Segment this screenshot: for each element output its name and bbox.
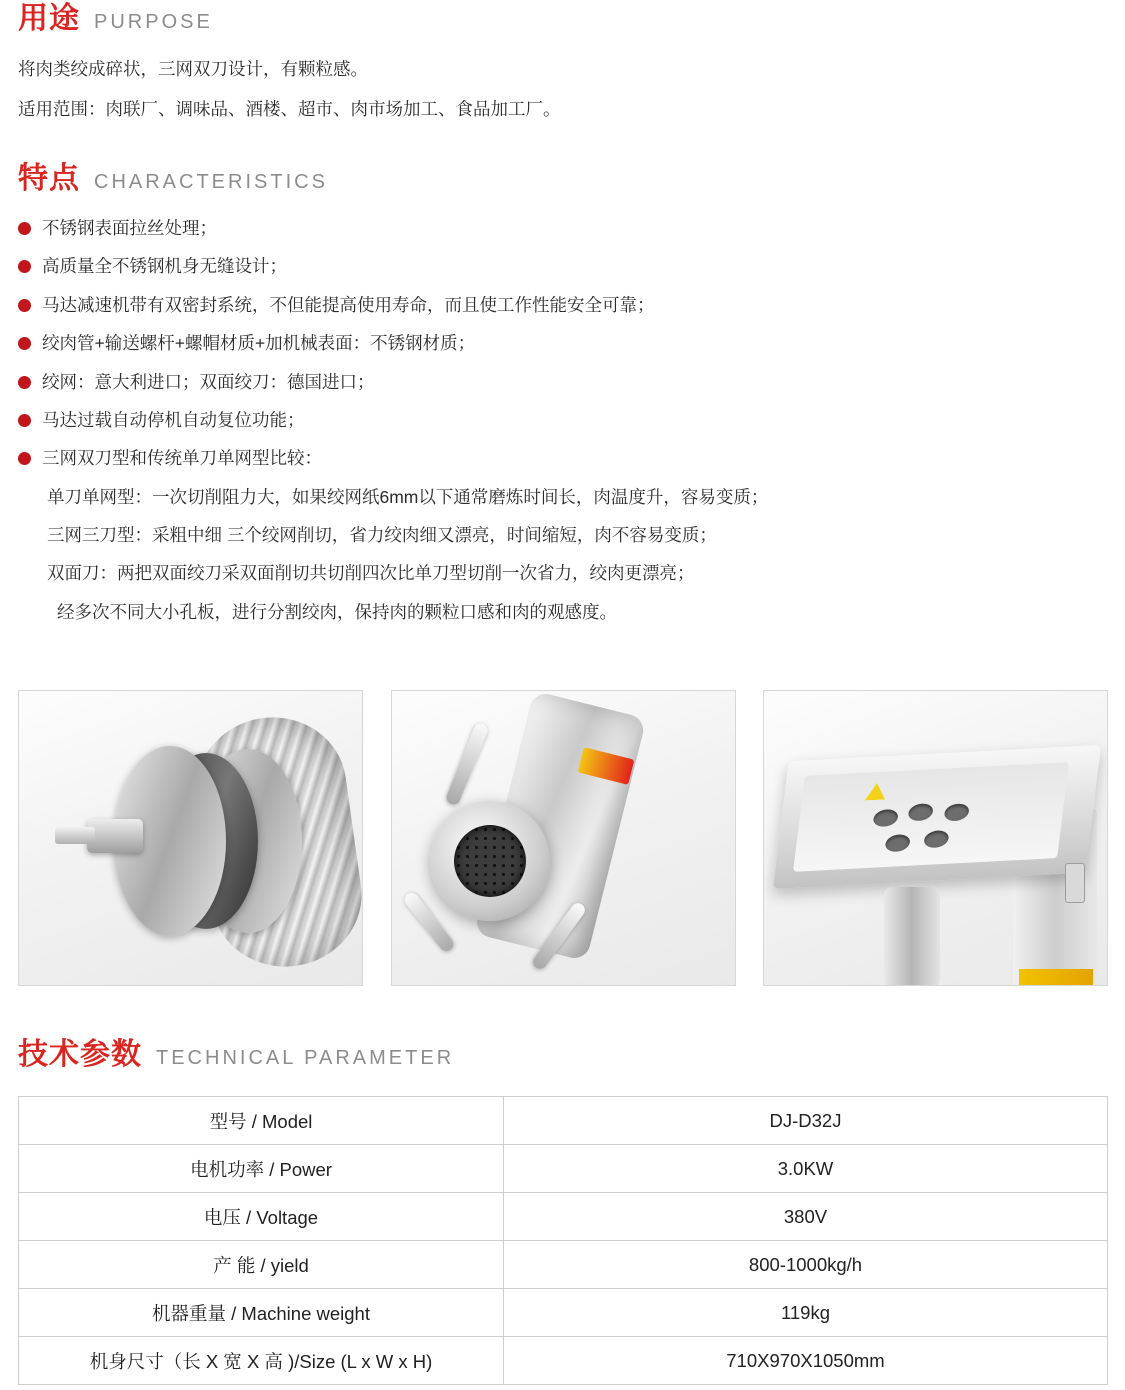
characteristics-list (18, 216, 1108, 625)
grinder-hub-shape (87, 819, 143, 853)
characteristics-heading-cn: 特点 (18, 162, 80, 195)
purpose-section (18, 4, 1108, 137)
machine-neck-shape (884, 887, 940, 986)
table-cell-value: 3.0KW (504, 1145, 1108, 1193)
table-cell-value: 800-1000kg/h (504, 1241, 1108, 1289)
purpose-heading-cn: 用途 (18, 2, 80, 35)
sublist-item: 单刀单网型：一次切削阻力大，如果绞网纸6mm以下通常磨炼时间长，肉温度升，容易变质； (47, 486, 769, 507)
grinder-shaft-shape (55, 827, 95, 844)
comparison-sublist (47, 485, 1108, 626)
table-cell-value: 119kg (504, 1289, 1108, 1337)
bullet-icon (18, 299, 31, 312)
control-button-shape (1065, 863, 1085, 903)
list-item (18, 254, 1108, 279)
tray-hole-shape (943, 803, 970, 821)
perforated-plate-shape (454, 825, 526, 897)
list-item (18, 216, 1108, 241)
technical-parameter-table (18, 1096, 1108, 1385)
purpose-line: 适用范围：肉联厂、调味品、酒楼、超市、肉市场加工、食品加工厂。 (18, 99, 561, 120)
table-row (19, 1241, 1108, 1289)
tray-hole-shape (907, 803, 934, 821)
technical-parameter-section (18, 1040, 1108, 1385)
handle-shape (444, 722, 489, 807)
sublist-item: 三网三刀型：采粗中细 三个绞网削切，省力绞肉细又漂亮，时间缩短，肉不容易变质； (47, 525, 717, 545)
tray-holes-group (867, 800, 996, 858)
list-item (18, 370, 1108, 395)
table-cell-value: 380V (504, 1193, 1108, 1241)
purpose-text (18, 56, 1108, 123)
yellow-stripe-shape (1019, 969, 1093, 985)
table-row (19, 1193, 1108, 1241)
product-photo-head (391, 690, 736, 986)
product-photo-tray (763, 690, 1108, 986)
bullet-icon (18, 222, 31, 235)
characteristics-section (18, 164, 1108, 638)
bullet-icon (18, 414, 31, 427)
table-cell-label: 产 能 / yield (19, 1241, 504, 1289)
bullet-icon (18, 260, 31, 273)
list-item (18, 331, 1108, 356)
table-row (19, 1097, 1108, 1145)
purpose-heading-en: PURPOSE (94, 11, 213, 33)
technical-heading-cn: 技术参数 (18, 1038, 142, 1071)
list-item-label: 马达过载自动停机自动复位功能； (42, 409, 305, 430)
table-cell-label: 电压 / Voltage (19, 1193, 504, 1241)
table-row (19, 1289, 1108, 1337)
list-item (18, 293, 1108, 318)
table-cell-label: 机身尺寸（长 X 宽 X 高 )/Size (L x W x H) (19, 1337, 504, 1385)
list-item-label: 绞网：意大利进口；双面绞刀：德国进口； (42, 371, 375, 392)
bullet-icon (18, 337, 31, 350)
tray-hole-shape (872, 809, 899, 827)
table-cell-value: 710X970X1050mm (504, 1337, 1108, 1385)
sublist-item: 双面刀：两把双面绞刀采双面削切共切削四次比单刀型切削一次省力，绞肉更漂亮； (47, 563, 695, 584)
characteristics-heading (18, 164, 1108, 194)
list-item (18, 408, 1108, 433)
table-cell-label: 机器重量 / Machine weight (19, 1289, 504, 1337)
table-cell-label: 型号 / Model (19, 1097, 504, 1145)
sublist-item: 经多次不同大小孔板，进行分割绞肉，保持肉的颗粒口感和肉的观感度。 (57, 601, 617, 622)
table-cell-label: 电机功率 / Power (19, 1145, 504, 1193)
technical-heading-en: TECHNICAL PARAMETER (156, 1047, 455, 1069)
table-row (19, 1145, 1108, 1193)
list-item-label: 马达减速机带有双密封系统，不但能提高使用寿命，而且使工作性能安全可靠； (42, 294, 655, 315)
bullet-icon (18, 452, 31, 465)
table-row (19, 1337, 1108, 1385)
list-item-label: 三网双刀型和传统单刀单网型比较： (42, 448, 322, 469)
list-item-label: 不锈钢表面拉丝处理； (42, 218, 217, 238)
list-item-label: 绞肉管+输送螺杆+螺帽材质+加机械表面：不锈钢材质； (42, 333, 476, 354)
list-item (18, 446, 1108, 471)
product-photo-row (18, 690, 1108, 986)
product-photo-blades (18, 690, 363, 986)
purpose-line: 将肉类绞成碎状，三网双刀设计，有颗粒感。 (18, 59, 368, 79)
table-cell-value: DJ-D32J (504, 1097, 1108, 1145)
list-item-label: 高质量全不锈钢机身无缝设计； (42, 256, 287, 277)
tray-hole-shape (923, 830, 950, 848)
tray-hole-shape (884, 834, 911, 852)
technical-heading (18, 1040, 1108, 1070)
characteristics-heading-en: CHARACTERISTICS (94, 171, 328, 193)
bullet-icon (18, 376, 31, 389)
purpose-heading (18, 4, 1108, 34)
